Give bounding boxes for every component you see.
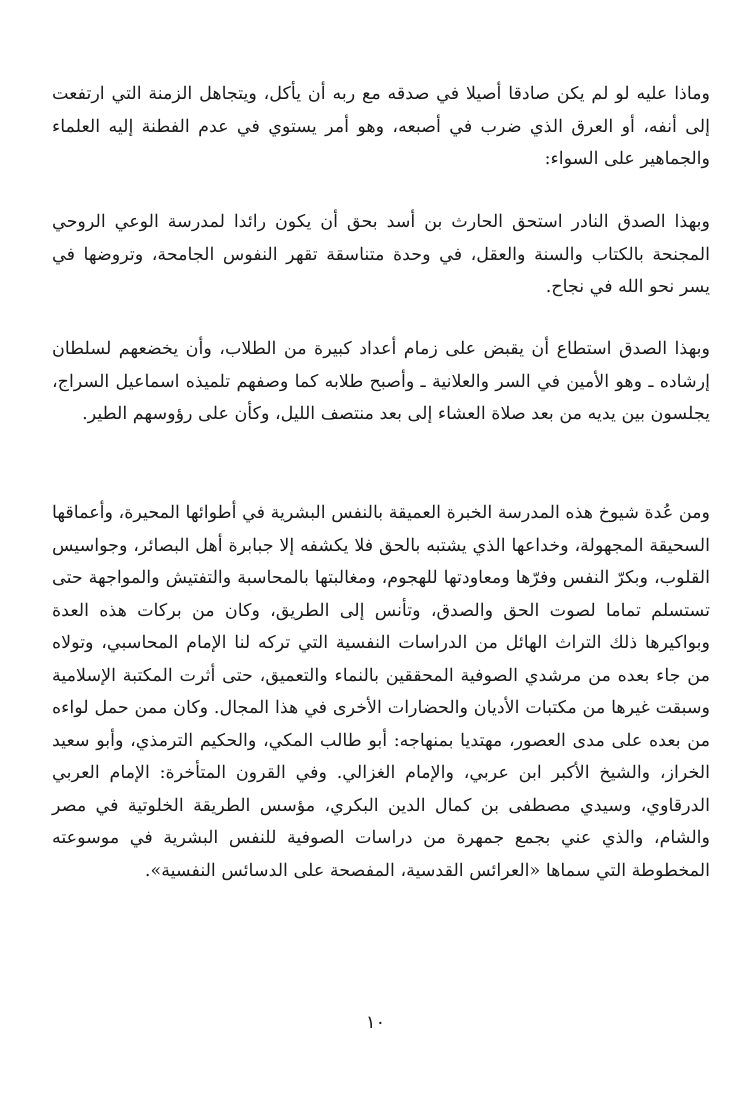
paragraph-3: وبهذا الصدق استطاع أن يقبض على زمام أعداد كبيرة من الطلاب، وأن يخضعهم لسلطان إرشاده ـ وهو الأمين في السر والعلانية ـ وأصبح طلابه كما وصفهم تلميذه اسماعيل السراج، يجلسون بين يديه من بعد صلاة العشاء إلى بعد منتصف الليل، وكأن على رؤوسهم الطير. [52,339,710,424]
paragraph-2: وبهذا الصدق النادر استحق الحارث بن أسد بحق أن يكون رائدا لمدرسة الوعي الروحي المجنحة بالكتاب والسنة والعقل، في وحدة متناسقة تقهر النفوس الجامحة، وتروضها في يسر نحو الله في نجاح. [52,212,710,297]
page-number: ١٠ [365,1012,386,1033]
paragraph-4: ومن عُدة شيوخ هذه المدرسة الخبرة العميقة بالنفس البشرية في أطوائها المحيرة، وأعماقها السحيقة المجهولة، وخداعها الذي يشتبه بالحق فلا يكشفه إلا جبابرة أهل البصائر، وجواسيس القلوب، وبكرّ النفس وفرّها ومعاودتها للهجوم، ومغالبتها بالمحاسبة والتفتيش والمواجهة حتى تستسلم تماما لصوت الحق والصدق، وتأنس إلى الطريق، وكان من بركات هذه العدة وبواكيرها ذلك التراث الهائل من الدراسات النفسية التي تركه لنا الإمام المحاسبي، وتولاه من جاء بعده من مرشدي الصوفية المحققين بالنماء والتعميق، حتى أثرت المكتبة الإسلامية وسبقت غيرها من مكتبات الأديان والحضارات الأخرى في هذا المجال. وكان ممن حمل لواءه من بعده على مدى العصور، مهتديا بمنهاجه: أبو طالب المكي، والحكيم الترمذي، وأبو سعيد الخراز، والشيخ الأكبر ابن عربي، والإمام الغزالي. وفي القرون المتأخرة: الإمام العربي الدرقاوي، وسيدي مصطفى بن كمال الدين البكري، مؤسس الطريقة الخلوتية في مصر والشام، والذي عني بجمع جمهرة من دراسات الصوفية للنفس البشرية في موسوعته المخطوطة التي سماها «العرائس القدسية، المفصحة على الدسائس النفسية». [52,503,710,881]
paragraph-1: وماذا عليه لو لم يكن صادقا أصيلا في صدقه مع ربه أن يأكل، ويتجاهل الزمنة التي ارتفعت إلى أنفه، أو العرق الذي ضرب في أصبعه، وهو أمر يستوي في عدم الفطنة إليه العلماء والجماهير على السواء: [52,84,710,169]
